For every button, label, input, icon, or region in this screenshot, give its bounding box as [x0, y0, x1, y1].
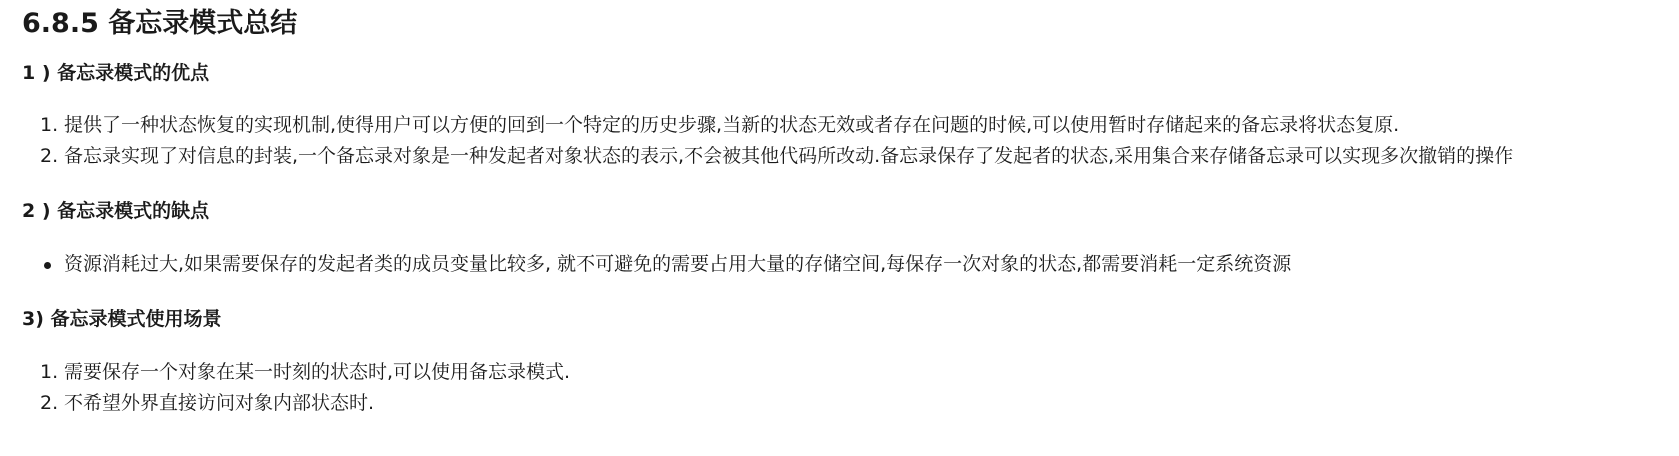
list-item-number: 2. [40, 145, 59, 167]
list-item-text: 不希望外界直接访问对象内部状态时. [64, 392, 375, 414]
page-title: 6.8.5 备忘录模式总结 [22, 8, 298, 39]
list-item-number: 1. [40, 114, 59, 136]
list-item-number: 2. [40, 392, 59, 414]
list-item-text: 需要保存一个对象在某一时刻的状态时,可以使用备忘录模式. [64, 361, 571, 383]
list-item-number: 1. [40, 361, 59, 383]
list-item [22, 110, 1513, 141]
list-item [22, 357, 570, 388]
bullet-icon [44, 262, 51, 269]
list-item [22, 388, 570, 419]
list-item-text: 提供了一种状态恢复的实现机制,使得用户可以方便的回到一个特定的历史步骤,当新的状态无效或者存在问题的时候,可以使用暂时存储起来的备忘录将状态复原. [64, 114, 1400, 136]
section-heading-disadvantages: 2 ) 备忘录模式的缺点 [22, 200, 210, 222]
list-item [22, 141, 1513, 172]
list-item [22, 249, 1291, 280]
list-item-text: 资源消耗过大,如果需要保存的发起者类的成员变量比较多, 就不可避免的需要占用大量的存储空间,每保存一次对象的状态,都需要消耗一定系统资源 [64, 253, 1292, 275]
list-item-text: 备忘录实现了对信息的封装,一个备忘录对象是一种发起者对象状态的表示,不会被其他代码所改动.备忘录保存了发起者的状态,采用集合来存储备忘录可以实现多次撤销的操作 [64, 145, 1514, 167]
section-heading-scenarios: 3) 备忘录模式使用场景 [22, 308, 222, 330]
section-heading-advantages: 1 ) 备忘录模式的优点 [22, 62, 210, 84]
advantages-list [22, 110, 1513, 172]
disadvantages-list [22, 249, 1291, 280]
scenarios-list [22, 357, 570, 419]
